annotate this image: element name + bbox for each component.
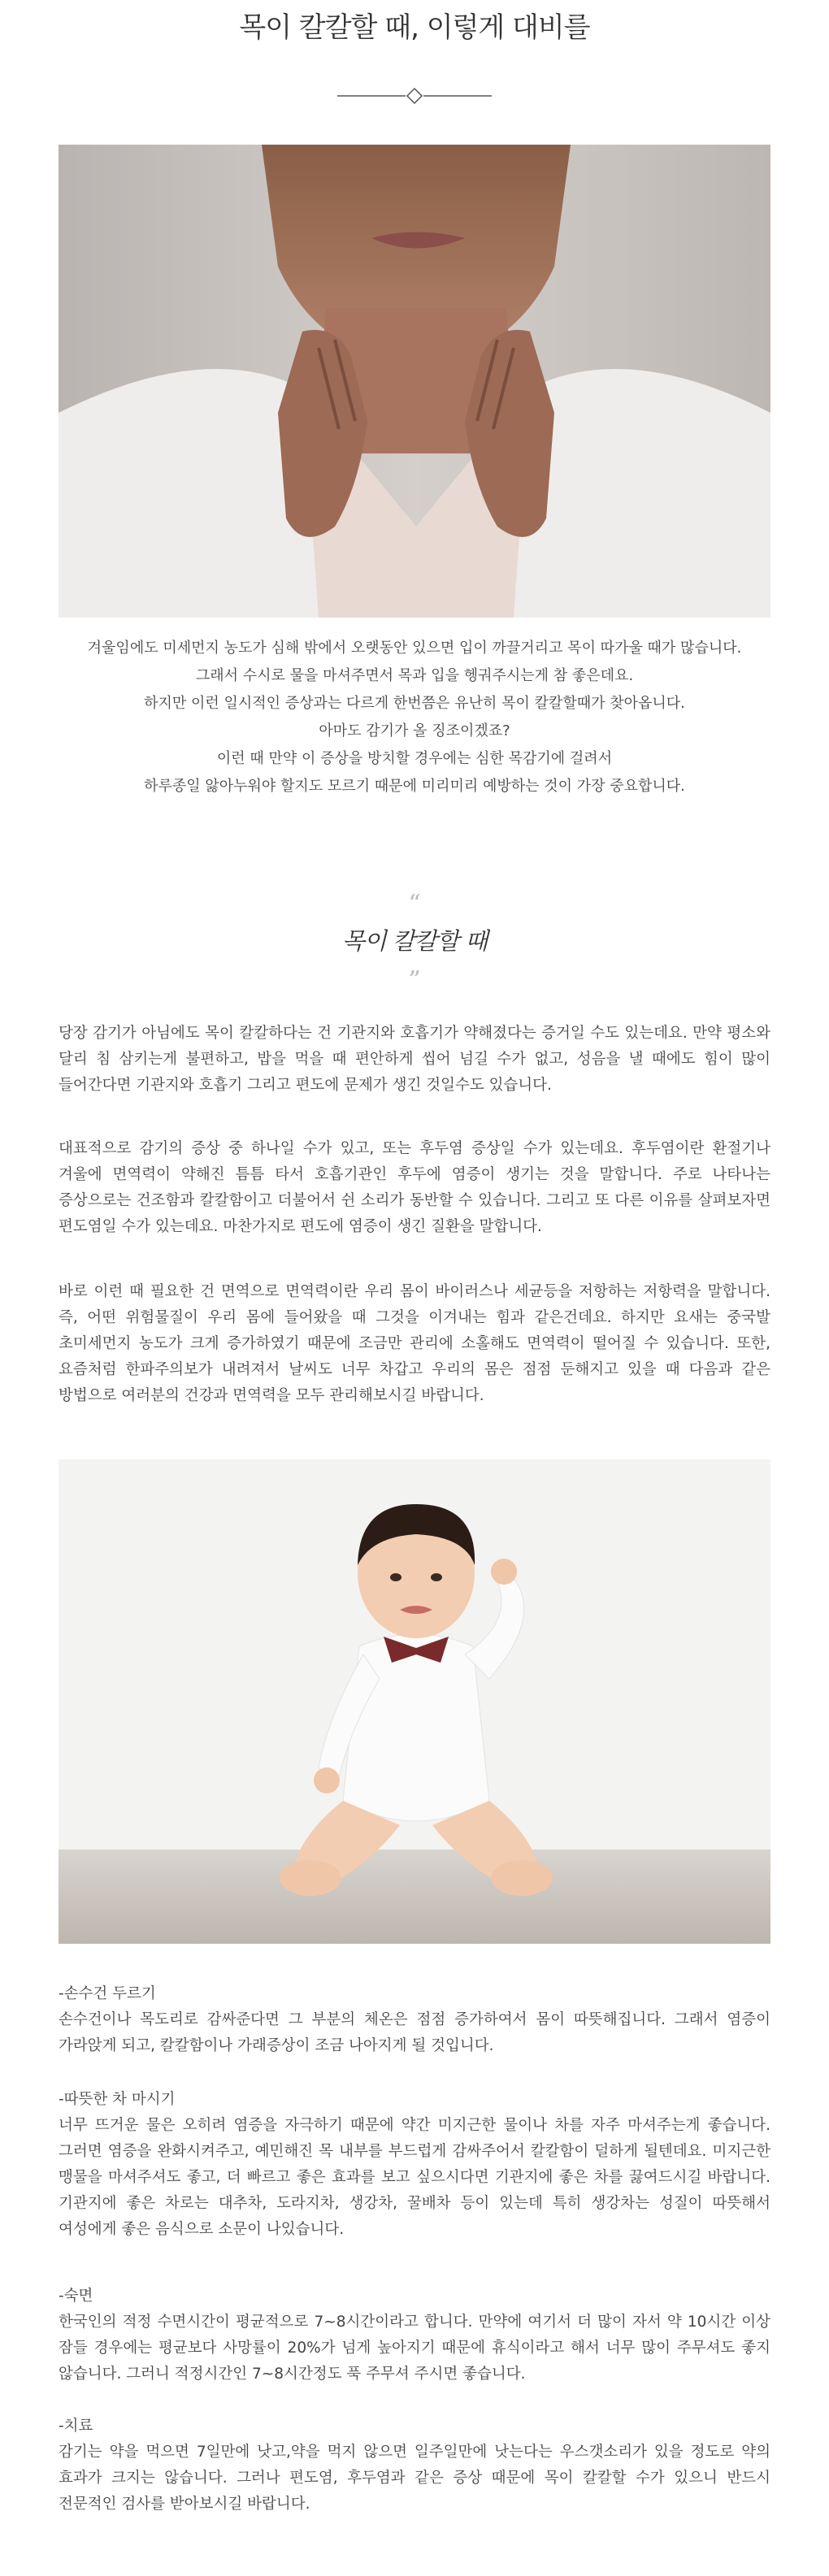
- intro-line: 아마도 감기가 올 징조이겠죠?: [319, 722, 510, 739]
- tip-heading: -따뜻한 차 마시기: [59, 2091, 176, 2108]
- close-quote-mark: ”: [408, 966, 421, 995]
- page-title: 목이 칼칼할 때, 이렇게 대비를: [239, 11, 590, 44]
- tip-sleep: [59, 2283, 770, 2387]
- section-paragraph: 대표적으로 감기의 증상 중 하나일 수가 있고, 또는 후두염 증상일 수가 있는데요. 후두염이란 환절기나 겨울에 면역력이 약해진 틈틈 타서 호흡기관인 후두에 염증이 생기는 것을 말합니다. 주로 나타나는 증상으로는 건조함과 칼칼함이고 더불어서 쉰 소리가 동반할 수 있습니다. 그리고 또 다른 이유를 살펴보자면 편도염일 수가 있는데요. 마찬가지로 편도에 염증이 생긴 질환을 말합니다.: [59, 1140, 770, 1235]
- intro-line: 하지만 이런 일시적인 증상과는 다르게 한번쯤은 유난히 목이 칼칼할때가 찾아옵니다.: [144, 695, 685, 712]
- tip-warm-tea: [59, 2087, 770, 2243]
- tip-treatment: [59, 2413, 770, 2517]
- open-quote-mark: “: [408, 890, 421, 918]
- crying-baby-image: [59, 1459, 770, 1944]
- tip-heading: -치료: [59, 2418, 93, 2435]
- intro-line: 하루종일 앓아누워야 할지도 모르기 때문에 미리미리 예방하는 것이 가장 중요합니다.: [144, 778, 685, 795]
- intro-text: [33, 635, 796, 800]
- tip-heading: -손수건 두르기: [59, 1985, 156, 2002]
- intro-line: 그래서 수시로 물을 마셔주면서 목과 입을 헹궈주시는게 참 좋은데요.: [195, 667, 634, 684]
- section-title: 목이 칼칼할 때: [341, 927, 488, 955]
- tip-text: 감기는 약을 먹으면 7일만에 낫고,약을 먹지 않으면 일주일만에 낫는다는 우스갯소리가 있을 정도로 약의 효과가 크지는 않습니다. 그러나 편도염, 후두염과 같은 증상 때문에 목이 칼칼할 수가 있으니 반드시 전문적인 검사를 받아보시길 바랍니다.: [59, 2444, 770, 2513]
- sore-throat-woman-image: [59, 145, 770, 618]
- section-paragraph: 당장 감기가 아님에도 목이 칼칼하다는 건 기관지와 호흡기가 약해졌다는 증거일 수도 있는데요. 만약 평소와 달리 침 삼키는게 불편하고, 밥을 먹을 때 편안하게 씹어 넘길 수가 없고, 성음을 낼 때에도 힘이 많이 들어간다면 기관지와 호흡기 그리고 편도에 문제가 생긴 것일수도 있습니다.: [59, 1025, 770, 1094]
- title-divider: [337, 86, 492, 106]
- tip-text: 한국인의 적정 수면시간이 평균적으로 7~8시간이라고 합니다. 만약에 여기서 더 많이 자서 약 10시간 이상 잠들 경우에는 평균보다 사망률이 20%가 넘게 높아지기 때문에 휴식이라고 해서 너무 많이 주무셔도 좋지 않습니다. 그러니 적정시간인 7~8시간정도 푹 주무셔 주시면 좋습니다.: [59, 2314, 770, 2383]
- tip-heading: -숙면: [59, 2288, 93, 2305]
- section-paragraph: 바로 이런 때 필요한 건 면역으로 면역력이란 우리 몸이 바이러스나 세균등을 저항하는 저항력을 말합니다. 즉, 어떤 위험물질이 우리 몸에 들어왔을 때 그것을 이겨내는 힘과 같은건데요. 하지만 요새는 중국발 초미세먼지 농도가 크게 증가하였기 때문에 조금만 관리에 소홀해도 면역력이 떨어질 수 있습니다. 또한, 요즘처럼 한파주의보가 내려져서 날씨도 너무 차갑고 우리의 몸은 점점 둔해지고 있을 때 다음과 같은 방법으로 여러분의 건강과 면역력을 모두 관리해보시길 바랍니다.: [59, 1283, 770, 1404]
- intro-line: 이런 때 만약 이 증상을 방치할 경우에는 심한 목감기에 걸려서: [216, 750, 613, 767]
- tip-text: 너무 뜨거운 물은 오히려 염증을 자극하기 때문에 약간 미지근한 물이나 차를 자주 마셔주는게 좋습니다. 그러면 염증을 완화시켜주고, 예민해진 목 내부를 부드럽게 감싸주어서 칼칼함이 덜하게 될텐데요. 미지근한 맹물을 마셔주셔도 좋고, 더 빠르고 좋은 효과를 보고 싶으시다면 기관지에 좋은 차를 끓여드시길 바랍니다. 기관지에 좋은 차로는 대추차, 도라지차, 생강차, 꿀배차 등이 있는데 특히 생강차는 성질이 따뜻해서 여성에게 좋은 음식으로 소문이 나있습니다.: [59, 2117, 770, 2238]
- tip-text: 손수건이나 목도리로 감싸준다면 그 부분의 체온은 점점 증가하여서 몸이 따뜻해집니다. 그래서 염증이 가라앉게 되고, 칼칼함이나 가래증상이 조금 나아지게 될 것입니다.: [59, 2011, 770, 2054]
- tip-towel: [59, 1981, 770, 2059]
- intro-line: 겨울임에도 미세먼지 농도가 심해 밖에서 오랫동안 있으면 입이 까끌거리고 목이 따가울 때가 많습니다.: [87, 640, 742, 657]
